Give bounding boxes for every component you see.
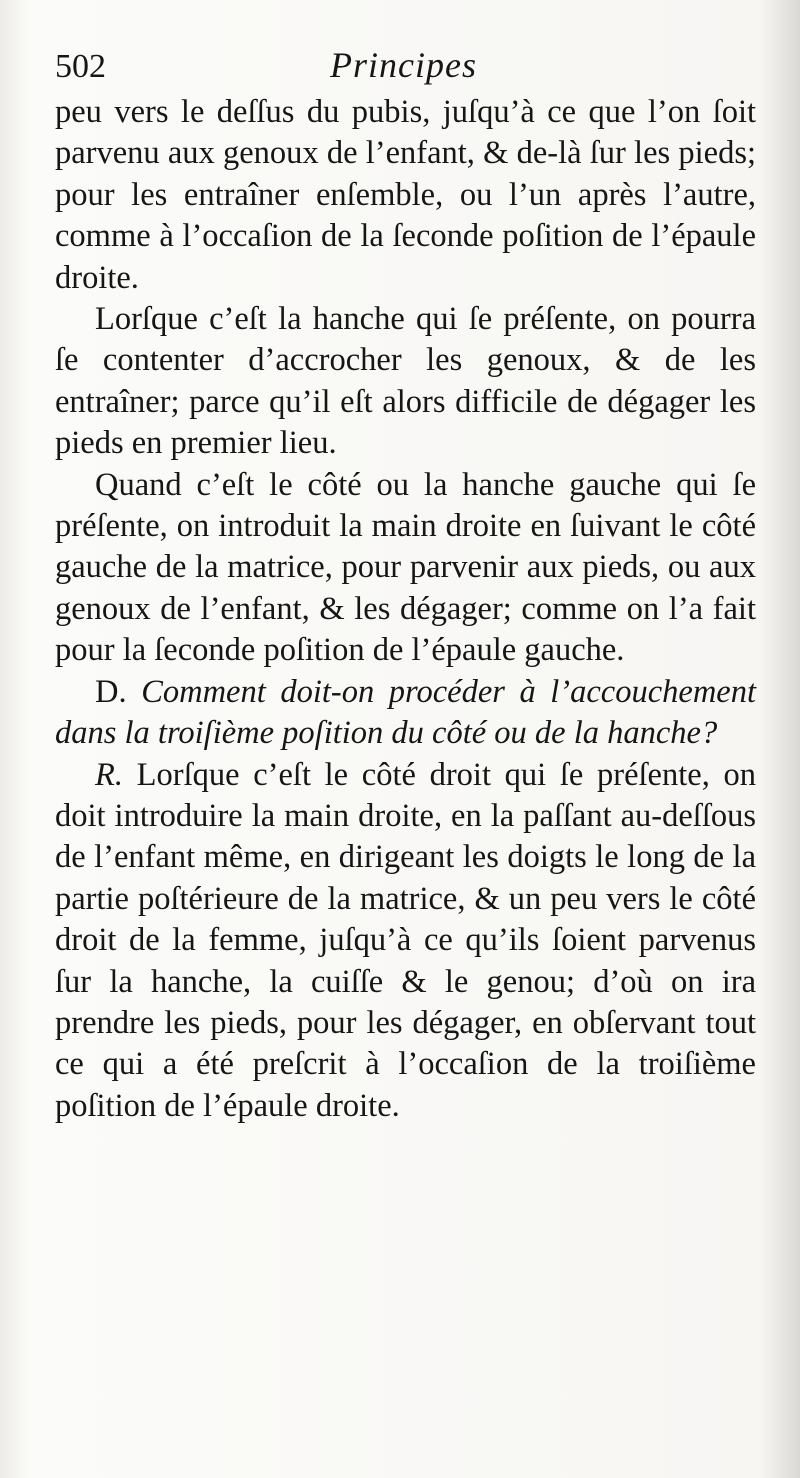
page-header xyxy=(55,44,756,92)
paragraph-cote-gauche: Quand c’eſt le côté ou la hanche gauche qui ſe préſente, on introduit la main droite en ſuivant le côté gauche de la matrice, pour parvenir aux pieds, ou aux genoux de l’enfant, & les dégager; comme on l’a fait pour la ſeconde poſition de l’épaule gauche. xyxy=(55,466,756,669)
question-text: Comment doit-on procéder à l’accouchement dans la troiſième poſition du côté ou de la hanche? xyxy=(55,673,757,752)
answer-text: Lorſque c’eſt le côté droit qui ſe préſente, on doit introduire la main droite, en la paſſant au-deſſous de l’enfant même, en dirigeant les doigts le long de la partie poſtérieure de la matrice, & un peu vers le côté droit de la femme, juſqu’à ce qu’ils ſoient parvenus ſur la hanche, la cuiſſe & le genou; d’où on ira prendre les pieds, pour les dégager, en obſervant tout ce qui a été preſcrit à l’occaſion de la troiſième poſition de l’épaule droite. xyxy=(55,756,757,1124)
paragraph-hanche: Lorſque c’eſt la hanche qui ſe préſente, on pourra ſe contenter d’accrocher les genoux, & de les entraîner; parce qu’il eſt alors difficile de dégager les pieds en premier lieu. xyxy=(55,301,756,462)
page-number: 502 xyxy=(55,48,106,85)
answer-marker: R. xyxy=(95,756,123,793)
running-title: Principes xyxy=(330,45,477,85)
paragraph-continuation: peu vers le deſſus du pubis, juſqu’à ce que l’on ſoit parvenu aux genoux de l’enfant, & de-là ſur les pieds; pour les entraîner enſemble, ou l’un après l’autre, comme à l’occaſion de la ſeconde poſition de l’épaule droite. xyxy=(55,94,756,296)
question-paragraph xyxy=(55,672,756,755)
question-marker: D. xyxy=(95,673,127,710)
page-body xyxy=(55,92,756,1127)
answer-paragraph xyxy=(55,755,756,1128)
